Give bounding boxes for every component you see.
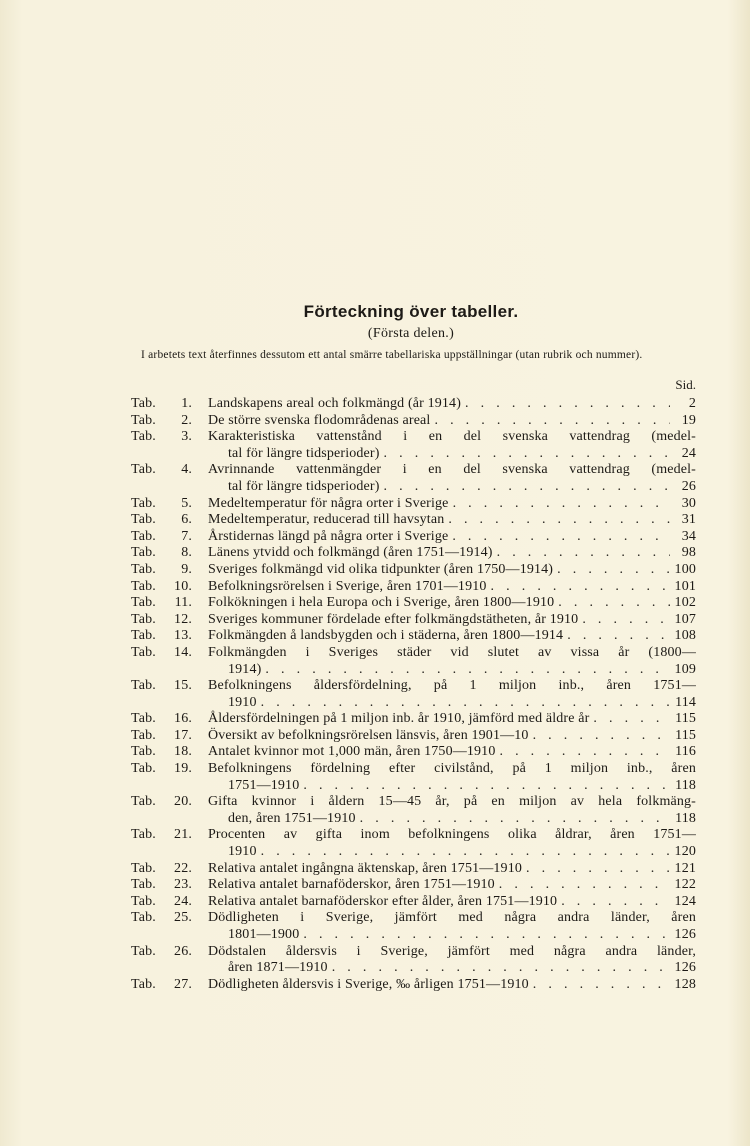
toc-entry xyxy=(131,579,696,596)
table-of-tables xyxy=(131,396,696,993)
tab-number: 11. xyxy=(174,595,192,611)
toc-entry xyxy=(131,429,696,462)
entry-title-line: Åldersfördelningen på 1 miljon inb. år 1910, jämförd med äldre år xyxy=(208,711,590,727)
tab-label: Tab. xyxy=(131,860,156,876)
entry-title-line: Antalet kvinnor mot 1,000 män, åren 1750—1910 xyxy=(208,744,496,760)
toc-entry xyxy=(131,877,696,894)
dot-leader xyxy=(554,595,670,612)
tab-label: Tab. xyxy=(131,644,156,660)
entry-title-line: Folkmängden å landsbygden och i städerna, åren 1800—1914 xyxy=(208,628,564,644)
tab-number: 9. xyxy=(181,561,192,577)
entry-page-number: 24 xyxy=(681,445,696,461)
dot-leader xyxy=(557,894,670,911)
tab-label: Tab. xyxy=(131,910,156,926)
intro-note: I arbetets text återfinnes dessutom ett antal smärre tabellariska uppställningar (utan rubrik och nummer). xyxy=(141,349,643,361)
tab-label: Tab. xyxy=(131,976,156,992)
tab-label: Tab. xyxy=(131,727,156,743)
page-title: Förteckning över tabeller. xyxy=(303,302,519,321)
dot-leader xyxy=(529,977,670,994)
tab-label: Tab. xyxy=(131,429,156,445)
toc-entry xyxy=(131,413,696,430)
tab-number: 25. xyxy=(174,910,192,926)
tab-label: Tab. xyxy=(131,678,156,694)
toc-entry xyxy=(131,861,696,878)
dot-leader xyxy=(495,877,670,894)
tab-label: Tab. xyxy=(131,761,156,777)
toc-entry xyxy=(131,562,696,579)
dot-leader xyxy=(257,695,670,712)
entry-title-line: Översikt av befolkningsrörelsen länsvis, åren 1901—10 xyxy=(208,727,529,743)
dot-leader xyxy=(449,496,670,513)
entry-page-number: 19 xyxy=(681,412,696,428)
dot-leader xyxy=(553,562,670,579)
tab-number: 3. xyxy=(181,429,192,445)
entry-page-number: 114 xyxy=(675,694,696,710)
dot-leader xyxy=(380,479,670,496)
tab-label: Tab. xyxy=(131,495,156,511)
entry-page-number: 115 xyxy=(675,727,696,743)
toc-entry xyxy=(131,744,696,761)
entry-page-number: 26 xyxy=(681,478,696,494)
entry-page-number: 126 xyxy=(674,927,696,942)
entry-title-line: Befolkningsrörelsen i Sverige, åren 1701—1910 xyxy=(208,578,487,594)
tab-number: 19. xyxy=(174,761,192,777)
tab-label: Tab. xyxy=(131,877,156,893)
entry-page-number: 102 xyxy=(674,595,696,611)
dot-leader xyxy=(444,512,670,529)
entry-title-line: Befolkningens åldersfördelning, på 1 miljon inb., åren 1751— xyxy=(208,678,696,694)
tab-number: 1. xyxy=(181,396,192,411)
toc-entry xyxy=(131,462,696,495)
tab-number: 17. xyxy=(174,727,192,743)
tab-label: Tab. xyxy=(131,893,156,909)
entry-page-number: 118 xyxy=(675,777,696,793)
entry-title-line: Medeltemperatur för några orter i Sverige xyxy=(208,495,449,511)
entry-page-number: 118 xyxy=(675,810,696,826)
dot-leader xyxy=(328,960,670,977)
dot-leader xyxy=(430,413,670,430)
entry-title-line: 1914) xyxy=(228,661,262,677)
tab-number: 6. xyxy=(181,512,192,528)
entry-page-number: 116 xyxy=(675,744,696,760)
entry-page-number: 107 xyxy=(674,611,696,627)
entry-title-line: Landskapens areal och folkmängd (år 1914) xyxy=(208,396,462,411)
entry-page-number: 121 xyxy=(674,860,696,876)
entry-title-line: Gifta kvinnor i åldern 15—45 år, på en miljon av hela folkmäng- xyxy=(208,794,696,810)
entry-title-line: Procenten av gifta inom befolkningens olika åldrar, åren 1751— xyxy=(208,827,696,843)
entry-title-line: Folkmängden i Sveriges städer vid slutet av vissa år (1800— xyxy=(208,644,696,660)
toc-entry xyxy=(131,496,696,513)
tab-label: Tab. xyxy=(131,711,156,727)
entry-page-number: 115 xyxy=(675,711,696,727)
entry-title-line: 1751—1910 xyxy=(228,777,300,793)
toc-entry xyxy=(131,910,696,943)
entry-page-number: 122 xyxy=(674,877,696,893)
entry-page-number: 31 xyxy=(681,512,696,528)
tab-number: 14. xyxy=(174,644,192,660)
entry-title-line: tal för längre tidsperioder) xyxy=(228,445,380,461)
tab-label: Tab. xyxy=(131,628,156,644)
entry-title-line: 1910 xyxy=(228,694,257,710)
entry-title-line: Dödstalen åldersvis i Sverige, jämfört med några andra länder, xyxy=(208,943,696,959)
page-subtitle: (Första delen.) xyxy=(367,326,455,341)
dot-leader xyxy=(261,662,670,679)
tab-label: Tab. xyxy=(131,794,156,810)
tab-number: 5. xyxy=(181,495,192,511)
tab-label: Tab. xyxy=(131,528,156,544)
entry-title-line: Relativa antalet barnaföderskor, åren 1751—1910 xyxy=(208,877,495,893)
entry-title-line: De större svenska flodområdenas areal xyxy=(208,412,431,428)
tab-label: Tab. xyxy=(131,578,156,594)
entry-page-number: 124 xyxy=(674,893,696,909)
toc-entry xyxy=(131,827,696,860)
dot-leader xyxy=(578,612,670,629)
dot-leader xyxy=(495,744,670,761)
entry-page-number: 98 xyxy=(681,545,696,561)
entry-title-line: Dödligheten i Sverige, jämfört med några andra länder, åren xyxy=(208,910,696,926)
tab-number: 22. xyxy=(174,860,192,876)
toc-entry xyxy=(131,728,696,745)
tab-label: Tab. xyxy=(131,744,156,760)
entry-title-line: den, åren 1751—1910 xyxy=(228,810,356,826)
toc-entry xyxy=(131,645,696,678)
tab-number: 7. xyxy=(181,528,192,544)
entry-title-line: Sveriges folkmängd vid olika tidpunkter (åren 1750—1914) xyxy=(208,561,554,577)
toc-entry xyxy=(131,711,696,728)
entry-title-line: Folkökningen i hela Europa och i Sverige, åren 1800—1910 xyxy=(208,595,555,611)
tab-label: Tab. xyxy=(131,462,156,478)
toc-entry xyxy=(131,794,696,827)
tab-label: Tab. xyxy=(131,595,156,611)
tab-label: Tab. xyxy=(131,545,156,561)
dot-leader xyxy=(257,844,670,861)
tab-number: 8. xyxy=(181,545,192,561)
tab-number: 18. xyxy=(174,744,192,760)
entry-title-line: tal för längre tidsperioder) xyxy=(228,478,380,494)
tab-label: Tab. xyxy=(131,611,156,627)
toc-entry xyxy=(131,977,696,994)
tab-number: 4. xyxy=(181,462,192,478)
dot-leader xyxy=(563,628,670,645)
dot-leader xyxy=(299,778,670,795)
dot-leader xyxy=(529,728,670,745)
entry-title-line: Sveriges kommuner fördelade efter folkmängdstätheten, år 1910 xyxy=(208,611,579,627)
entry-title-line: åren 1871—1910 xyxy=(228,960,328,976)
tab-label: Tab. xyxy=(131,412,156,428)
entry-page-number: 108 xyxy=(674,628,696,644)
entry-page-number: 120 xyxy=(674,844,696,860)
entry-title-line: 1910 xyxy=(228,844,257,860)
toc-entry xyxy=(131,612,696,629)
entry-page-number: 100 xyxy=(674,561,696,577)
entry-title-line: Avrinnande vattenmängder i en del svenska vattendrag (medel- xyxy=(208,462,696,478)
dot-leader xyxy=(356,811,670,828)
entry-title-line: Länens ytvidd och folkmängd (åren 1751—1914) xyxy=(208,545,493,561)
tab-number: 2. xyxy=(181,412,192,428)
dot-leader xyxy=(493,545,670,562)
toc-entry xyxy=(131,529,696,546)
entry-page-number: 109 xyxy=(674,661,696,677)
tab-number: 23. xyxy=(174,877,192,893)
toc-entry xyxy=(131,512,696,529)
toc-entry xyxy=(131,595,696,612)
entry-title-line: Karakteristiska vattenstånd i en del svenska vattendrag (medel- xyxy=(208,429,696,445)
dot-leader xyxy=(589,711,670,728)
entry-title-line: Medeltemperatur, reducerad till havsytan xyxy=(208,512,445,528)
entry-title-line: Befolkningens fördelning efter civilstånd, på 1 miljon inb., åren xyxy=(208,761,696,777)
tab-label: Tab. xyxy=(131,561,156,577)
page-column-header: Sid. xyxy=(675,377,696,392)
dot-leader xyxy=(487,579,670,596)
entry-title-line: Dödligheten åldersvis i Sverige, ‰ årligen 1751—1910 xyxy=(208,976,529,992)
toc-entry xyxy=(131,545,696,562)
entry-page-number: 126 xyxy=(674,960,696,976)
tab-number: 20. xyxy=(174,794,192,810)
entry-title-line: Relativa antalet barnaföderskor efter ålder, åren 1751—1910 xyxy=(208,893,558,909)
entry-page-number: 2 xyxy=(688,396,696,411)
tab-number: 27. xyxy=(174,976,192,992)
tab-number: 26. xyxy=(174,943,192,959)
entry-page-number: 34 xyxy=(681,528,696,544)
tab-label: Tab. xyxy=(131,827,156,843)
entry-title-line: 1801—1900 xyxy=(228,927,300,942)
dot-leader xyxy=(299,927,670,944)
tab-number: 12. xyxy=(174,611,192,627)
toc-entry xyxy=(131,678,696,711)
entry-page-number: 30 xyxy=(681,495,696,511)
dot-leader xyxy=(461,396,670,413)
tab-label: Tab. xyxy=(131,396,156,411)
dot-leader xyxy=(380,446,670,463)
tab-label: Tab. xyxy=(131,512,156,528)
tab-number: 16. xyxy=(174,711,192,727)
toc-entry xyxy=(131,894,696,911)
toc-entry xyxy=(131,396,696,413)
entry-title-line: Årstidernas längd på några orter i Sverige xyxy=(208,528,449,544)
toc-entry xyxy=(131,628,696,645)
toc-entry xyxy=(131,761,696,794)
entry-page-number: 101 xyxy=(674,578,696,594)
tab-number: 21. xyxy=(174,827,192,843)
entry-title-line: Relativa antalet ingångna äktenskap, åren 1751—1910 xyxy=(208,860,522,876)
tab-number: 10. xyxy=(174,578,192,594)
tab-number: 15. xyxy=(174,678,192,694)
toc-entry xyxy=(131,944,696,977)
dot-leader xyxy=(448,529,670,546)
entry-page-number: 128 xyxy=(674,976,696,992)
tab-number: 24. xyxy=(174,893,192,909)
tab-label: Tab. xyxy=(131,943,156,959)
dot-leader xyxy=(522,861,670,878)
tab-number: 13. xyxy=(174,628,192,644)
